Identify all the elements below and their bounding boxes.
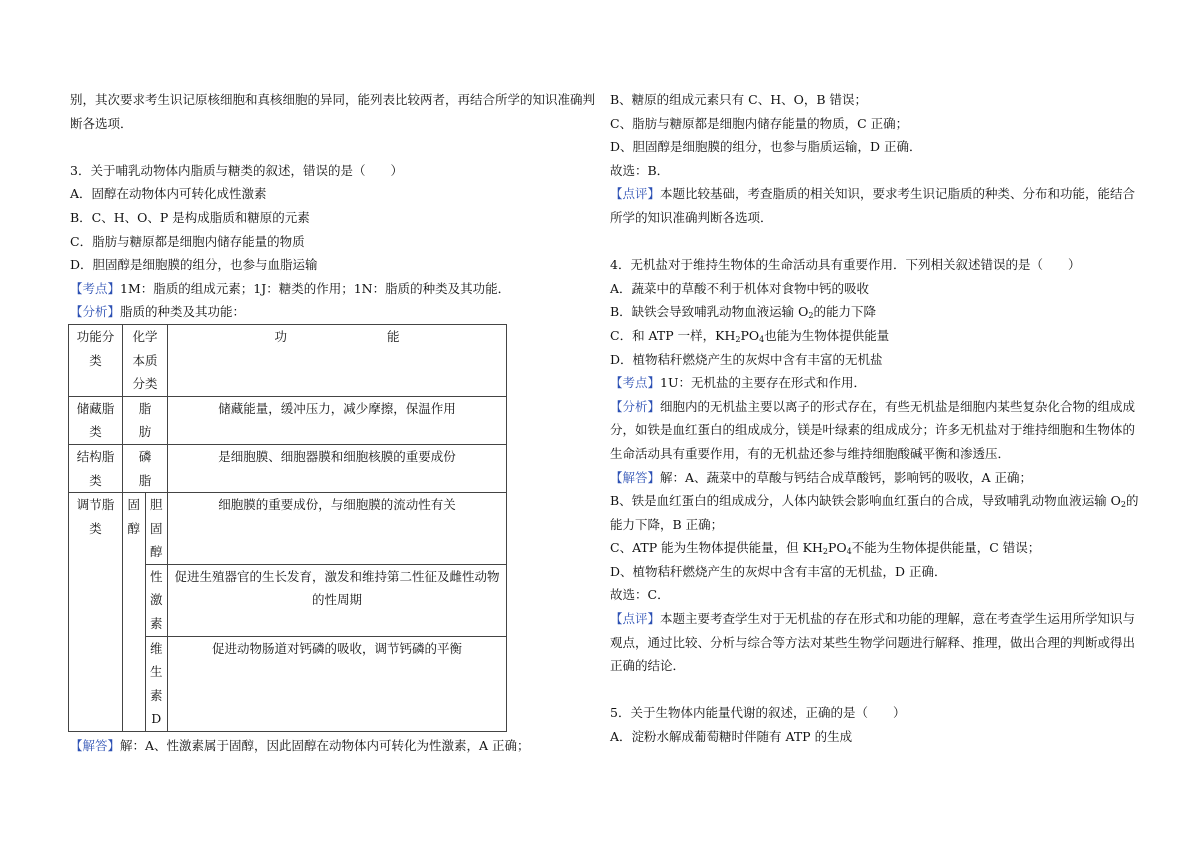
cell-text: 肪	[138, 424, 152, 440]
cell-fat	[123, 396, 168, 444]
header-function-category	[69, 324, 123, 396]
cell-vitamin-d	[145, 636, 168, 731]
q3-answer-d: D、胆固醇是细胞膜的组分，也参与脂质运输，D 正确．	[610, 139, 922, 155]
table-row	[69, 493, 507, 565]
q3-answer-b: B、糖原的组成元素只有 C、H、O，B 错误；	[610, 92, 868, 107]
dianping-text: 本题比较基础，考查脂质的相关知识，要求考生识记脂质的种类、分布和功能，能结合	[660, 186, 1136, 202]
text: C．和 ATP 一样，KH	[610, 327, 736, 343]
cell-vitamin-d-function: 促进动物肠道对钙磷的吸收，调节钙磷的平衡	[168, 636, 507, 731]
cell-cholesterol	[145, 493, 168, 565]
left-column	[70, 88, 596, 758]
q3-jieda	[70, 734, 590, 758]
cell-text: 本质	[132, 352, 158, 368]
q4-dianping-3: 正确的结论．	[610, 658, 686, 674]
jieda-text: 解：A、性激素属于固醇，因此固醇在动物体内可转化为性激素，A 正确；	[120, 738, 530, 754]
cell-sterol	[123, 493, 146, 732]
cell-text: 促进生殖器官的生长发育，激发和维持第二性征及雌性动物	[174, 568, 500, 584]
q3-dianping-1	[610, 182, 1136, 206]
cell-text: 储藏脂	[76, 400, 115, 416]
header-chemical-nature	[123, 324, 168, 396]
q3-option-b: B．C、H、O、P 是构成脂质和糖原的元素	[70, 209, 310, 225]
q3-option-d: D．胆固醇是细胞膜的组分，也参与血脂运输	[70, 257, 318, 273]
text: C、ATP 能为生物体提供能量，但 KH	[610, 540, 823, 556]
subscript: 2	[808, 311, 814, 321]
q3-option-c: C．脂肪与糖原都是细胞内储存能量的物质	[70, 233, 305, 249]
cell-text: 生	[149, 664, 163, 680]
dianping-tag: 【点评】	[610, 186, 661, 202]
dianping-text: 本题主要考查学生对于无机盐的存在形式和功能的理解，意在考查学生运用所学知识与	[660, 611, 1136, 627]
q4-jieda-5: D、植物秸秆燃烧产生的灰烬中含有丰富的无机盐，D 正确．	[610, 563, 947, 579]
cell-sex-hormone-function	[168, 564, 507, 636]
cell-text: 激	[149, 592, 163, 608]
q4-stem: 4．无机盐对于维持生物体的生命活动具有重要作用．下列相关叙述错误的是（ ）	[610, 257, 1081, 273]
cell-text: 能	[387, 328, 400, 344]
cell-text: 功能分	[76, 328, 115, 344]
cell-sex-hormone	[145, 564, 168, 636]
q4-dianping-1	[610, 607, 1136, 631]
cell-text: D	[151, 711, 162, 727]
kaodian-tag: 【考点】	[610, 375, 661, 391]
text: PO	[827, 540, 847, 556]
q4-kaodian	[610, 371, 1130, 395]
cell-text: 胆	[149, 497, 163, 513]
cell-text: 性	[149, 568, 163, 584]
cell-text: 固	[149, 520, 163, 536]
q4-fenxi-1	[610, 395, 1136, 419]
table-row	[69, 396, 507, 444]
q4-fenxi-2: 分，如铁是血红蛋白的组成成分，镁是叶绿素的组成成分；许多无机盐对于维持细胞和生物体的	[610, 422, 1136, 438]
cell-text: 脂	[138, 400, 152, 416]
cell-text: 功	[274, 328, 287, 344]
q5-stem: 5．关于生物体内能量代谢的叙述，正确的是（ ）	[610, 705, 906, 721]
kaodian-text: 1M：脂质的组成元素；1J：糖类的作用；1N：脂质的种类及其功能．	[120, 280, 511, 296]
fenxi-text: 脂质的种类及其功能：	[120, 304, 246, 320]
text: 的	[1126, 493, 1139, 509]
jieda-text: 解：A、蔬菜中的草酸与钙结合成草酸钙，影响钙的吸收，A 正确；	[660, 469, 1033, 485]
q3-choice: 故选：B．	[610, 162, 670, 178]
q4-jieda-2	[610, 489, 1139, 513]
cell-cholesterol-function: 细胞膜的重要成份，与细胞膜的流动性有关	[168, 493, 507, 565]
text: 也能为生物体提供能量	[764, 327, 890, 343]
q4-fenxi-3: 生命活动具有重要作用，有的无机盐还参与维持细胞酸碱平衡和渗透压．	[610, 445, 1011, 461]
lipid-table	[68, 324, 507, 732]
subscript: 2	[735, 334, 741, 344]
q3-option-a: A．固醇在动物体内可转化成性激素	[70, 186, 267, 202]
cell-text: 维	[149, 640, 163, 656]
cell-fat-function: 储藏能量，缓冲压力，减少摩擦，保温作用	[168, 396, 507, 444]
text: 的能力下降	[813, 304, 877, 320]
text: B．缺铁会导致哺乳动物血液运输 O	[610, 304, 809, 320]
q4-jieda-1	[610, 466, 1130, 490]
subscript: 2	[1120, 500, 1127, 510]
cell-text: 分类	[132, 376, 158, 392]
cell-text: 醇	[149, 544, 163, 560]
q4-dianping-2: 观点，通过比较、分析与综合等方法对某些生物学问题进行解释、推理，做出合理的判断或得出	[610, 634, 1136, 650]
cell-phospholipid-function: 是细胞膜、细胞器膜和细胞核膜的重要成份	[168, 444, 507, 492]
header-function	[168, 324, 507, 396]
text: PO	[740, 327, 760, 343]
cell-structural-lipid	[69, 444, 123, 492]
q4-jieda-4	[610, 536, 1130, 560]
table-row	[69, 444, 507, 492]
table-header-row	[69, 324, 507, 396]
cell-text: 素	[149, 687, 163, 703]
cell-phospholipid	[123, 444, 168, 492]
q3-stem: 3．关于哺乳动物体内脂质与糖类的叙述，错误的是（ ）	[70, 162, 403, 178]
cell-text: 脂	[138, 472, 152, 488]
cell-text: 调节脂	[76, 497, 115, 513]
cell-text: 的性周期	[311, 592, 362, 608]
right-column	[610, 88, 1139, 749]
kaodian-text: 1U：无机盐的主要存在形式和作用．	[660, 375, 867, 391]
jieda-tag: 【解答】	[610, 469, 661, 485]
cell-text: 类	[89, 424, 102, 440]
jieda-tag: 【解答】	[70, 738, 121, 754]
intro-line-1: 别，其次要求考生识记原核细胞和真核细胞的异同，能列表比较两者，再结合所学的知识准确判	[70, 92, 596, 107]
q3-dianping-2: 所学的知识准确判断各选项．	[610, 209, 773, 225]
fenxi-tag: 【分析】	[70, 304, 121, 320]
cell-text: 化学	[132, 328, 158, 344]
cell-regulatory-lipid	[69, 493, 123, 732]
cell-text: 素	[149, 616, 163, 632]
dianping-tag: 【点评】	[610, 611, 661, 627]
q3-kaodian	[70, 277, 590, 301]
fenxi-text: 细胞内的无机盐主要以离子的形式存在，有些无机盐是细胞内某些复杂化合物的组成成	[660, 398, 1136, 414]
subscript: 4	[759, 334, 765, 344]
q5-option-a: A．淀粉水解成葡萄糖时伴随有 ATP 的生成	[610, 729, 853, 745]
q4-option-a: A．蔬菜中的草酸不利于机体对食物中钙的吸收	[610, 280, 870, 296]
q3-fenxi	[70, 300, 590, 324]
q4-option-c	[610, 324, 1130, 348]
cell-text: 固	[127, 497, 140, 513]
subscript: 4	[846, 547, 852, 557]
fenxi-tag: 【分析】	[610, 398, 661, 414]
q4-option-b	[610, 300, 1130, 324]
cell-text: 醇	[127, 520, 140, 536]
text: B、铁是血红蛋白的组成成分，人体内缺铁会影响血红蛋白的合成，导致哺乳动物血液运输 O	[610, 493, 1121, 509]
kaodian-tag: 【考点】	[70, 280, 121, 296]
cell-text: 类	[89, 520, 102, 536]
text: 不能为生物体提供能量，C 错误；	[851, 540, 1041, 556]
q4-choice: 故选：C．	[610, 587, 670, 603]
cell-text: 磷	[138, 448, 152, 464]
intro-line-2: 断各选项．	[70, 115, 133, 131]
cell-text: 结构脂	[76, 448, 115, 464]
cell-text: 类	[89, 352, 102, 368]
q4-option-d: D．植物秸秆燃烧产生的灰烬中含有丰富的无机盐	[610, 351, 883, 367]
cell-text: 类	[89, 472, 102, 488]
cell-storage-lipid	[69, 396, 123, 444]
q4-jieda-3: 能力下降，B 正确；	[610, 516, 724, 532]
subscript: 2	[822, 547, 828, 557]
q3-answer-c: C、脂肪与糖原都是细胞内储存能量的物质，C 正确；	[610, 115, 909, 131]
